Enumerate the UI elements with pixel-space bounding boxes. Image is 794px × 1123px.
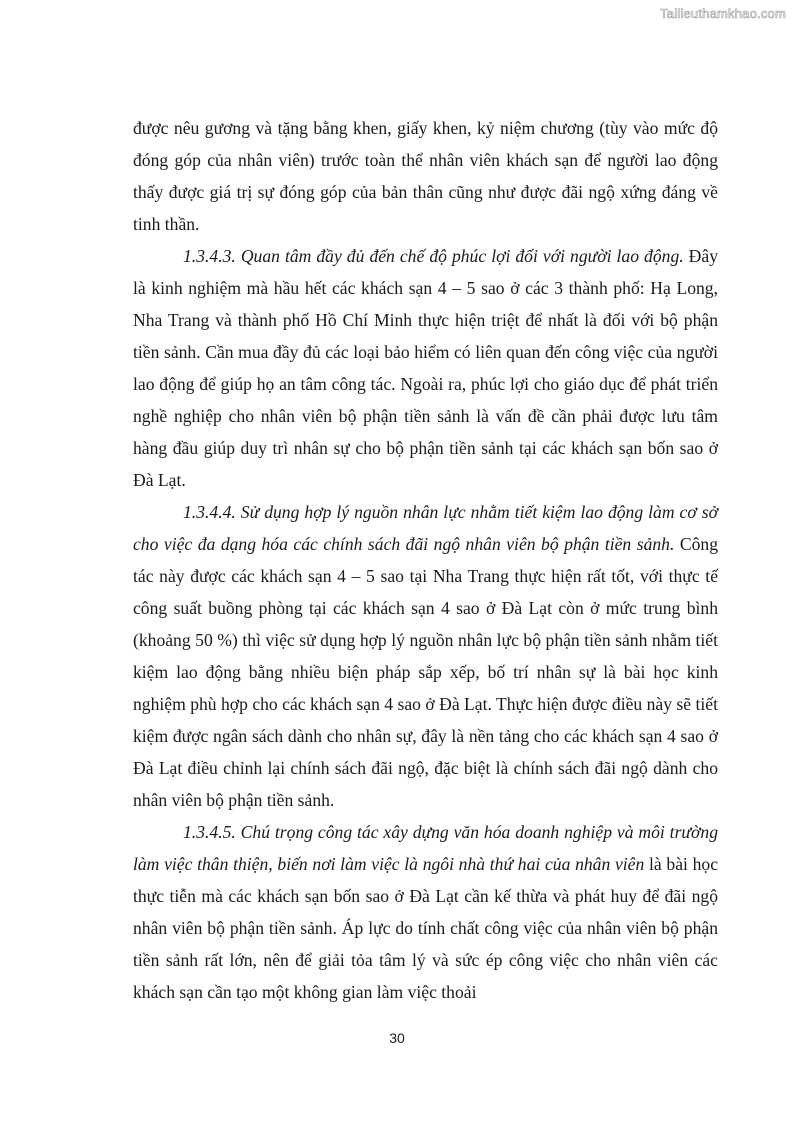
paragraph-section-1-3-4-5	[133, 816, 718, 1008]
page-number: 30	[389, 1030, 405, 1046]
section-body-1-3-4-5: là bài học thực tiễn mà các khách sạn bốn sao ở Đà Lạt cần kế thừa và phát huy để đãi ngộ nhân viên bộ phận tiền sảnh. Áp lực do tính chất công việc của nhân viên bộ phận tiền sảnh rất lớn, nên để giải tỏa tâm lý và sức ép công việc cho nhân viên các khách sạn cần tạo một không gian làm việc thoải	[133, 854, 718, 1002]
section-body-1-3-4-3: Đây là kinh nghiệm mà hầu hết các khách sạn 4 – 5 sao ở các 3 thành phố: Hạ Long, Nha Trang và thành phố Hồ Chí Minh thực hiện triệt để nhất là đối với bộ phận tiền sảnh. Cần mua đầy đủ các loại bảo hiểm có liên quan đến công việc của người lao động để giúp họ an tâm công tác. Ngoài ra, phúc lợi cho giáo dục để phát triển nghề nghiệp cho nhân viên bộ phận tiền sảnh là vấn đề cần phải được lưu tâm hàng đầu giúp duy trì nhân sự cho bộ phận tiền sảnh tại các khách sạn bốn sao ở Đà Lạt.	[133, 246, 718, 490]
paragraph-section-1-3-4-3	[133, 240, 718, 496]
section-heading-1-3-4-3: 1.3.4.3. Quan tâm đầy đủ đến chế độ phúc lợi đối với người lao động.	[183, 246, 684, 266]
site-watermark: Tailieuthamkhao.com	[660, 6, 786, 21]
paragraph-continued: được nêu gương và tặng bằng khen, giấy khen, kỷ niệm chương (tùy vào mức độ đóng góp của nhân viên) trước toàn thể nhân viên khách sạn để người lao động thấy được giá trị sự đóng góp của bản thân cũng như được đãi ngộ xứng đáng về tinh thần.	[133, 118, 718, 234]
section-heading-1-3-4-5: 1.3.4.5. Chú trọng công tác xây dựng văn hóa doanh nghiệp và môi trường làm việc thân thiện, biến nơi làm việc là ngôi nhà thứ hai của nhân viên	[133, 822, 718, 874]
paragraph-section-1-3-4-4	[133, 496, 718, 816]
document-body	[133, 112, 718, 1008]
section-body-1-3-4-4: Công tác này được các khách sạn 4 – 5 sao tại Nha Trang thực hiện rất tốt, với thực tế công suất buồng phòng tại các khách sạn 4 sao ở Đà Lạt còn ở mức trung bình (khoảng 50 %) thì việc sử dụng hợp lý nguồn nhân lực bộ phận tiền sảnh nhằm tiết kiệm lao động bằng nhiều biện pháp sắp xếp, bố trí nhân sự là bài học kinh nghiệm phù hợp cho các khách sạn 4 sao ở Đà Lạt. Thực hiện được điều này sẽ tiết kiệm được ngân sách dành cho nhân sự, đây là nền tảng cho các khách sạn 4 sao ở Đà Lạt điều chỉnh lại chính sách đãi ngộ, đặc biệt là chính sách đãi ngộ dành cho nhân viên bộ phận tiền sảnh.	[133, 534, 719, 810]
section-heading-1-3-4-4: 1.3.4.4. Sử dụng hợp lý nguồn nhân lực nhằm tiết kiệm lao động làm cơ sở cho việc đa dạng hóa các chính sách đãi ngộ nhân viên bộ phận tiền sảnh.	[133, 502, 718, 554]
